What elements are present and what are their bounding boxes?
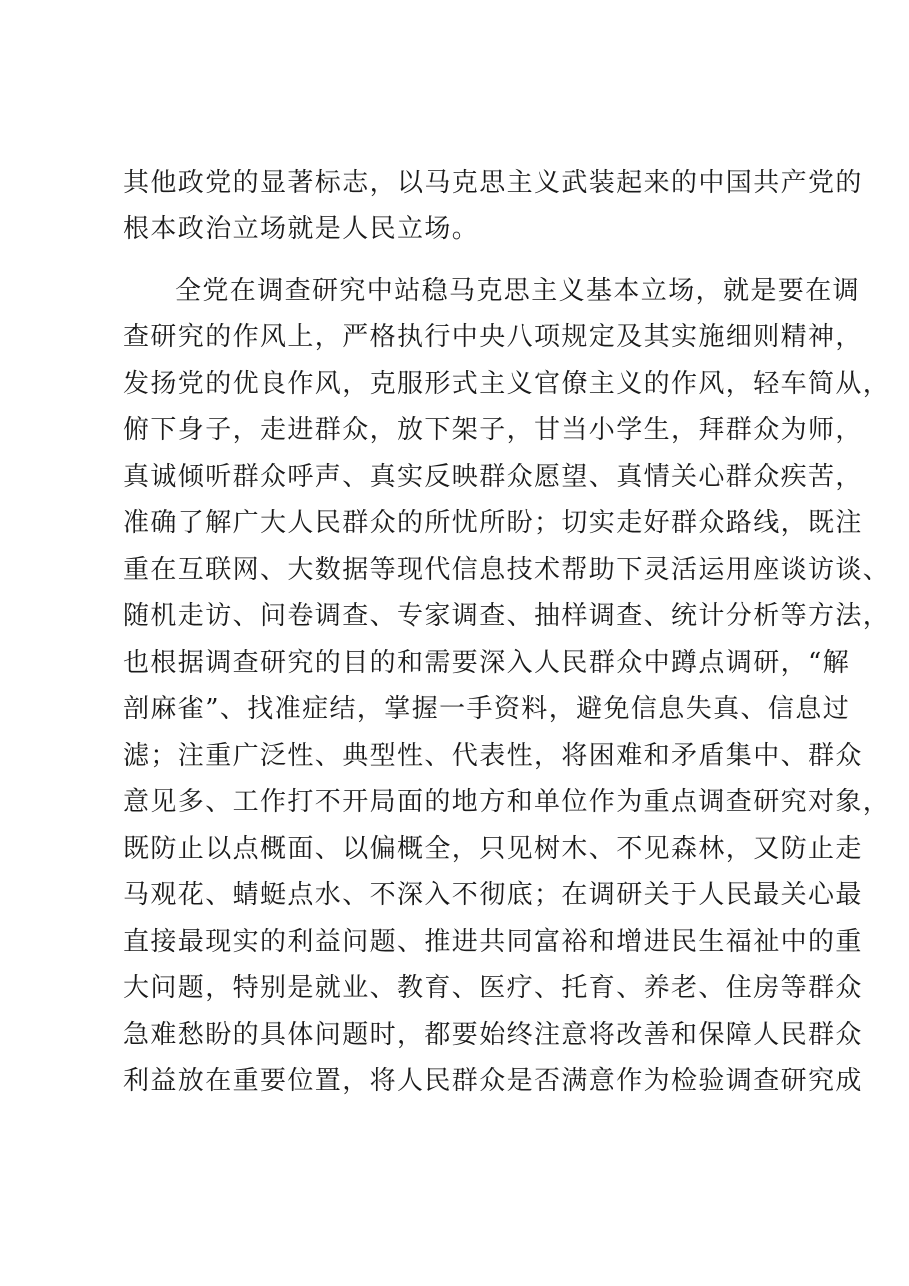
- text-line-5: 发扬党的优良作风，克服形式主义官僚主义的作风，轻车简从，: [123, 369, 891, 399]
- paragraph-first-line: 全党在调查研究中站稳马克思主义基本立场，就是要在调: [175, 276, 861, 306]
- text-line-14: 意见多、工作打不开局面的地方和单位作为重点调查研究对象，: [123, 787, 891, 817]
- text-line-19: 急难愁盼的具体问题时，都要始终注意将改善和保障人民群众: [123, 1020, 863, 1050]
- text-line-2: 根本政治立场就是人民立场。: [123, 214, 480, 244]
- text-line-4: 查研究的作风上，严格执行中央八项规定及其实施细则精神，: [123, 322, 863, 352]
- text-line-17: 直接最现实的利益问题、推进共同富裕和增进民生福祉中的重: [123, 927, 863, 957]
- text-line-16: 马观花、蜻蜓点水、不深入不彻底；在调研关于人民最关心最: [123, 880, 863, 910]
- text-line-8: 准确了解广大人民群众的所忧所盼；切实走好群众路线，既注: [123, 508, 863, 538]
- text-line-1: 其他政党的显著标志，以马克思主义武装起来的中国共产党的: [123, 168, 863, 198]
- text-line-10: 随机走访、问卷调查、专家调查、抽样调查、统计分析等方法，: [123, 601, 891, 631]
- text-line-20: 利益放在重要位置，将人民群众是否满意作为检验调查研究成: [123, 1066, 863, 1096]
- text-line-18: 大问题，特别是就业、教育、医疗、托育、养老、住房等群众: [123, 973, 863, 1003]
- text-line-7: 真诚倾听群众呼声、真实反映群众愿望、真情关心群众疾苦，: [123, 462, 863, 492]
- text-line-6: 俯下身子，走进群众，放下架子，甘当小学生，拜群众为师，: [123, 415, 863, 445]
- text-line-12: 剖麻雀”、找准症结，掌握一手资料，避免信息失真、信息过: [123, 694, 851, 724]
- text-line-9: 重在互联网、大数据等现代信息技术帮助下灵活运用座谈访谈、: [123, 555, 891, 585]
- text-line-15: 既防止以点概面、以偏概全，只见树木、不见森林，又防止走: [123, 834, 863, 864]
- text-line-11: 也根据调查研究的目的和需要深入人民群众中蹲点调研，“解: [123, 648, 851, 678]
- text-line-13: 滤；注重广泛性、典型性、代表性，将困难和矛盾集中、群众: [123, 741, 863, 771]
